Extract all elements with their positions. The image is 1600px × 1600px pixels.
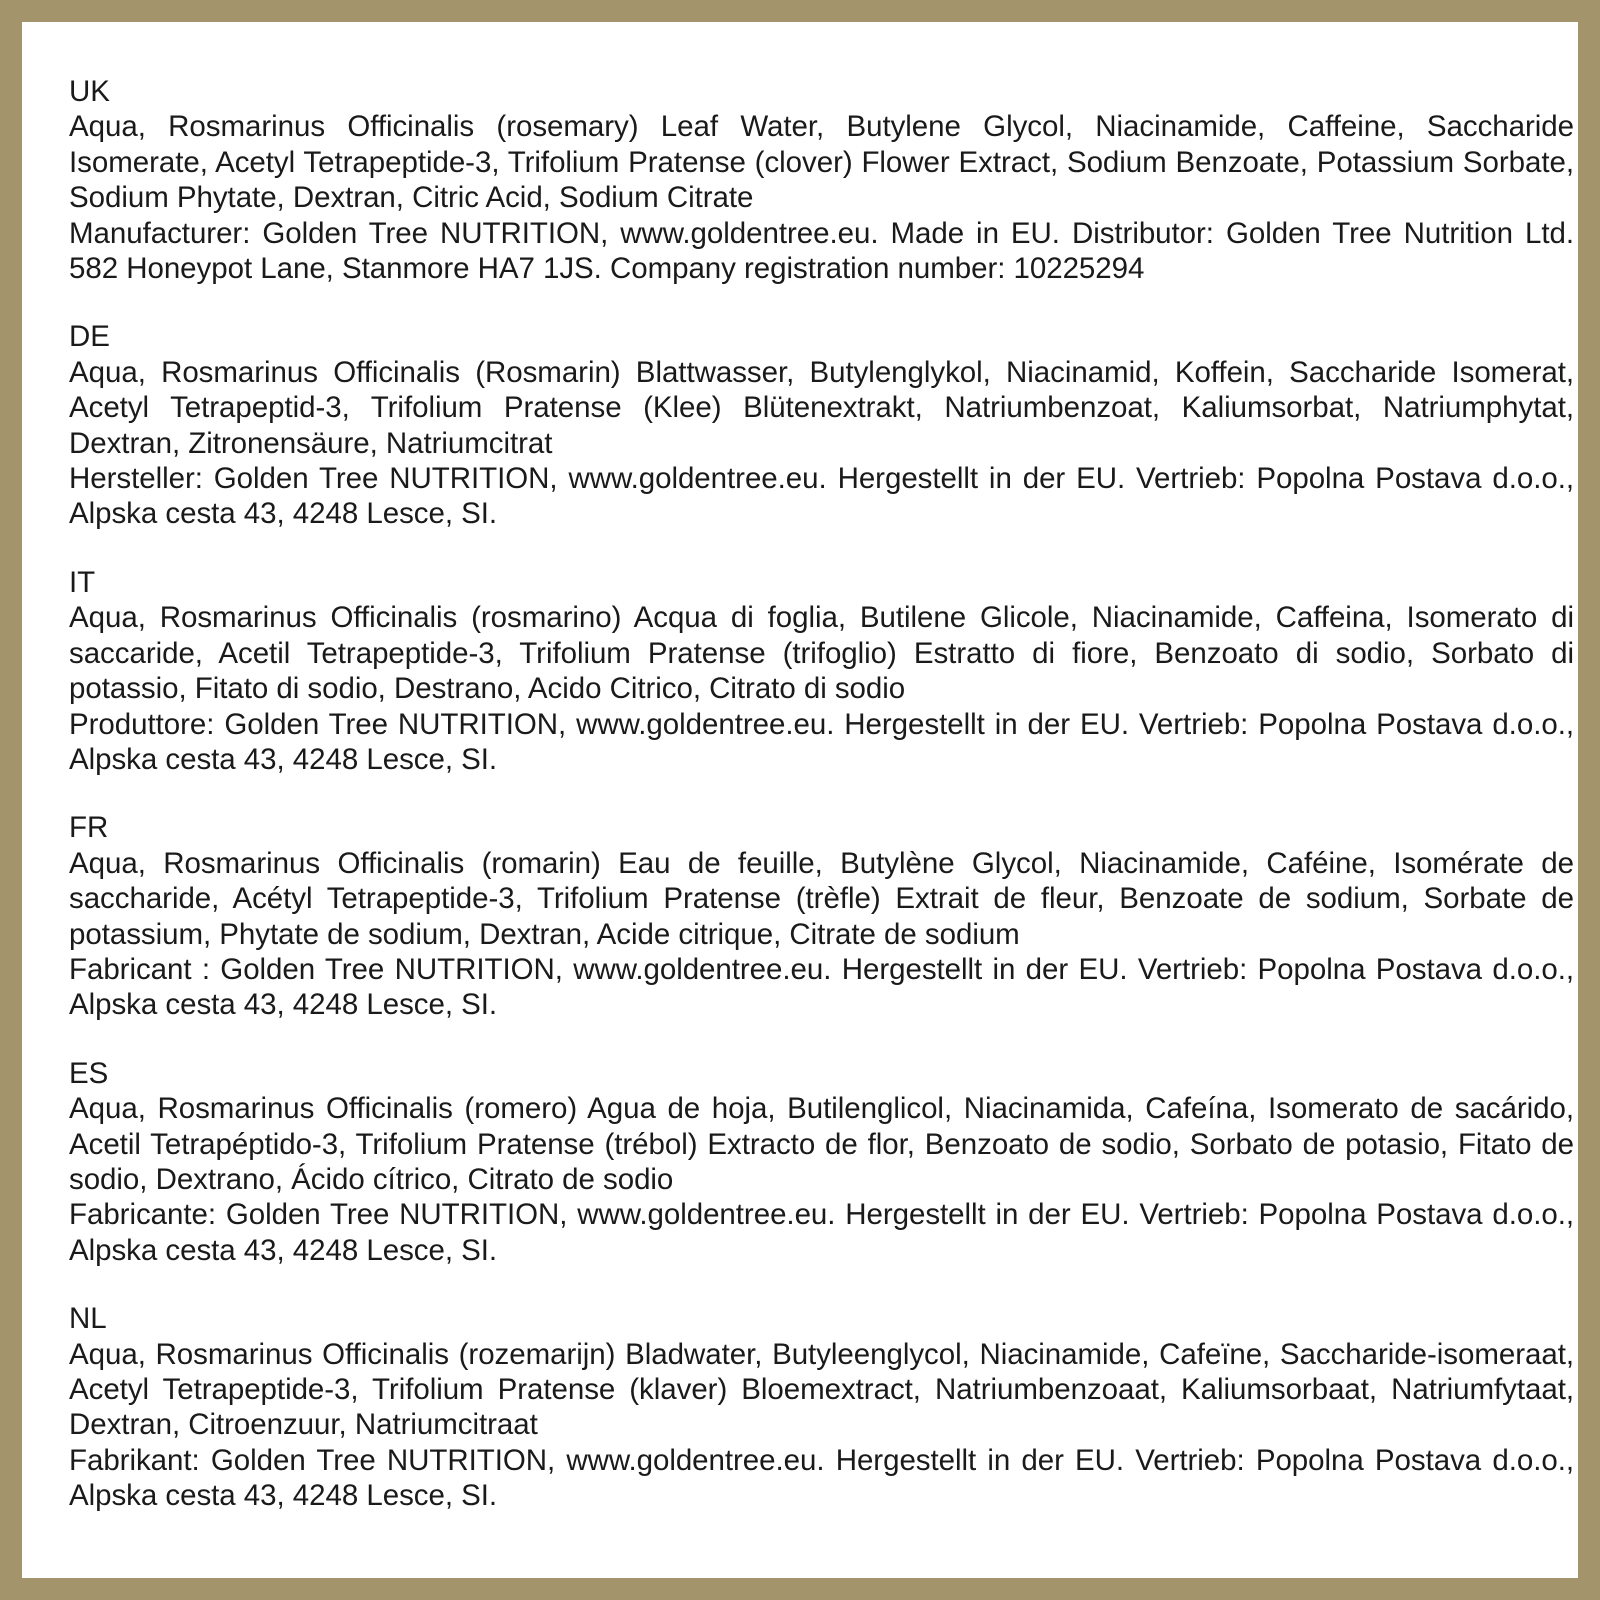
inci-text-it: Aqua, Rosmarinus Officinalis (rosmarino) Acqua di foglia, Butilene Glicole, Niacinamide, Caffeina, Isomerato di saccaride, Acetil Tetrapeptide-3, Trifolium Pratense (trifoglio) Estratto di fiore, Benzoato di sodio, Sorbato di potassio, Fitato di sodio, Destrano, Acido Citrico, Citrato di sodio [69, 601, 1574, 706]
language-code-uk: UK [69, 75, 110, 108]
multilingual-ingredients-list [69, 74, 1574, 1514]
language-code-nl: NL [69, 1302, 107, 1336]
manufacturer-text-fr: Fabricant : Golden Tree NUTRITION, www.goldentree.eu. Hergestellt in der EU. Vertrieb: Popolna Postava d.o.o., Alpska cesta 43, 4248 Lesce, SI. [69, 952, 1574, 1022]
inci-text-de: Aqua, Rosmarinus Officinalis (Rosmarin) Blattwasser, Butylenglykol, Niacinamid, Koffein, Saccharide Isomerat, Acetyl Tetrapeptid-3, Trifolium Pratense (Klee) Blütenextrakt, Natriumbenzoat, Kaliumsorbat, Natriumphytat, Dextran, Zitronensäure, Natriumcitrat [69, 355, 1574, 460]
inci-text-uk: Aqua, Rosmarinus Officinalis (rosemary) Leaf Water, Butylene Glycol, Niacinamide, Caffeine, Saccharide Isomerate, Acetyl Tetrapeptide-3, Trifolium Pratense (clover) Flower Extract, Sodium Benzoate, Potassium Sorbate, Sodium Phytate, Dextran, Citric Acid, Sodium Citrate [69, 110, 1574, 215]
language-block-fr [69, 810, 1574, 1022]
language-code-es: ES [69, 1056, 109, 1090]
language-block-de [69, 319, 1574, 531]
manufacturer-text-de: Hersteller: Golden Tree NUTRITION, www.goldentree.eu. Hergestellt in der EU. Vertrieb: Popolna Postava d.o.o., Alpska cesta 43, 4248 Lesce, SI. [69, 462, 1574, 531]
manufacturer-text-it: Produttore: Golden Tree NUTRITION, www.goldentree.eu. Hergestellt in der EU. Vertrieb: Popolna Postava d.o.o., Alpska cesta 43, 4248 Lesce, SI. [69, 707, 1574, 776]
manufacturer-text-es: Fabricante: Golden Tree NUTRITION, www.goldentree.eu. Hergestellt in der EU. Vertrieb: Popolna Postava d.o.o., Alpska cesta 43, 4248 Lesce, SI. [69, 1198, 1574, 1267]
manufacturer-text-uk: Manufacturer: Golden Tree NUTRITION, www.goldentree.eu. Made in EU. Distributor: Golden Tree Nutrition Ltd. 582 Honeypot Lane, Stanmore HA7 1JS. Company registration number: 10225294 [69, 216, 1574, 286]
language-block-uk [69, 74, 1574, 286]
language-block-es [69, 1056, 1574, 1268]
language-code-fr: FR [69, 811, 109, 845]
inci-text-fr: Aqua, Rosmarinus Officinalis (romarin) Eau de feuille, Butylène Glycol, Niacinamide, Caféine, Isomérate de saccharide, Acétyl Tetrapeptide-3, Trifolium Pratense (trèfle) Extrait de fleur, Benzoate de sodium, Sorbate de potassium, Phytate de sodium, Dextran, Acide citrique, Citrate de sodium [69, 846, 1574, 951]
manufacturer-text-nl: Fabrikant: Golden Tree NUTRITION, www.goldentree.eu. Hergestellt in der EU. Vertrieb: Popolna Postava d.o.o., Alpska cesta 43, 4248 Lesce, SI. [69, 1443, 1574, 1513]
language-code-de: DE [69, 320, 110, 354]
label-sheet [22, 22, 1578, 1578]
inci-text-es: Aqua, Rosmarinus Officinalis (romero) Agua de hoja, Butilenglicol, Niacinamida, Cafeína, Isomerato de sacárido, Acetil Tetrapéptido-3, Trifolium Pratense (trébol) Extracto de flor, Benzoato de sodio, Sorbato de potasio, Fitato de sodio, Dextrano, Ácido cítrico, Citrato de sodio [69, 1092, 1574, 1196]
language-block-it [69, 565, 1574, 777]
inci-text-nl: Aqua, Rosmarinus Officinalis (rozemarijn) Bladwater, Butyleenglycol, Niacinamide, Cafeïne, Saccharide-isomeraat, Acetyl Tetrapeptide-3, Trifolium Pratense (klaver) Bloemextract, Natriumbenzoaat, Kaliumsorbaat, Natriumfytaat, Dextran, Citroenzuur, Natriumcitraat [69, 1337, 1574, 1442]
language-code-it: IT [69, 565, 96, 599]
language-block-nl [69, 1301, 1574, 1513]
